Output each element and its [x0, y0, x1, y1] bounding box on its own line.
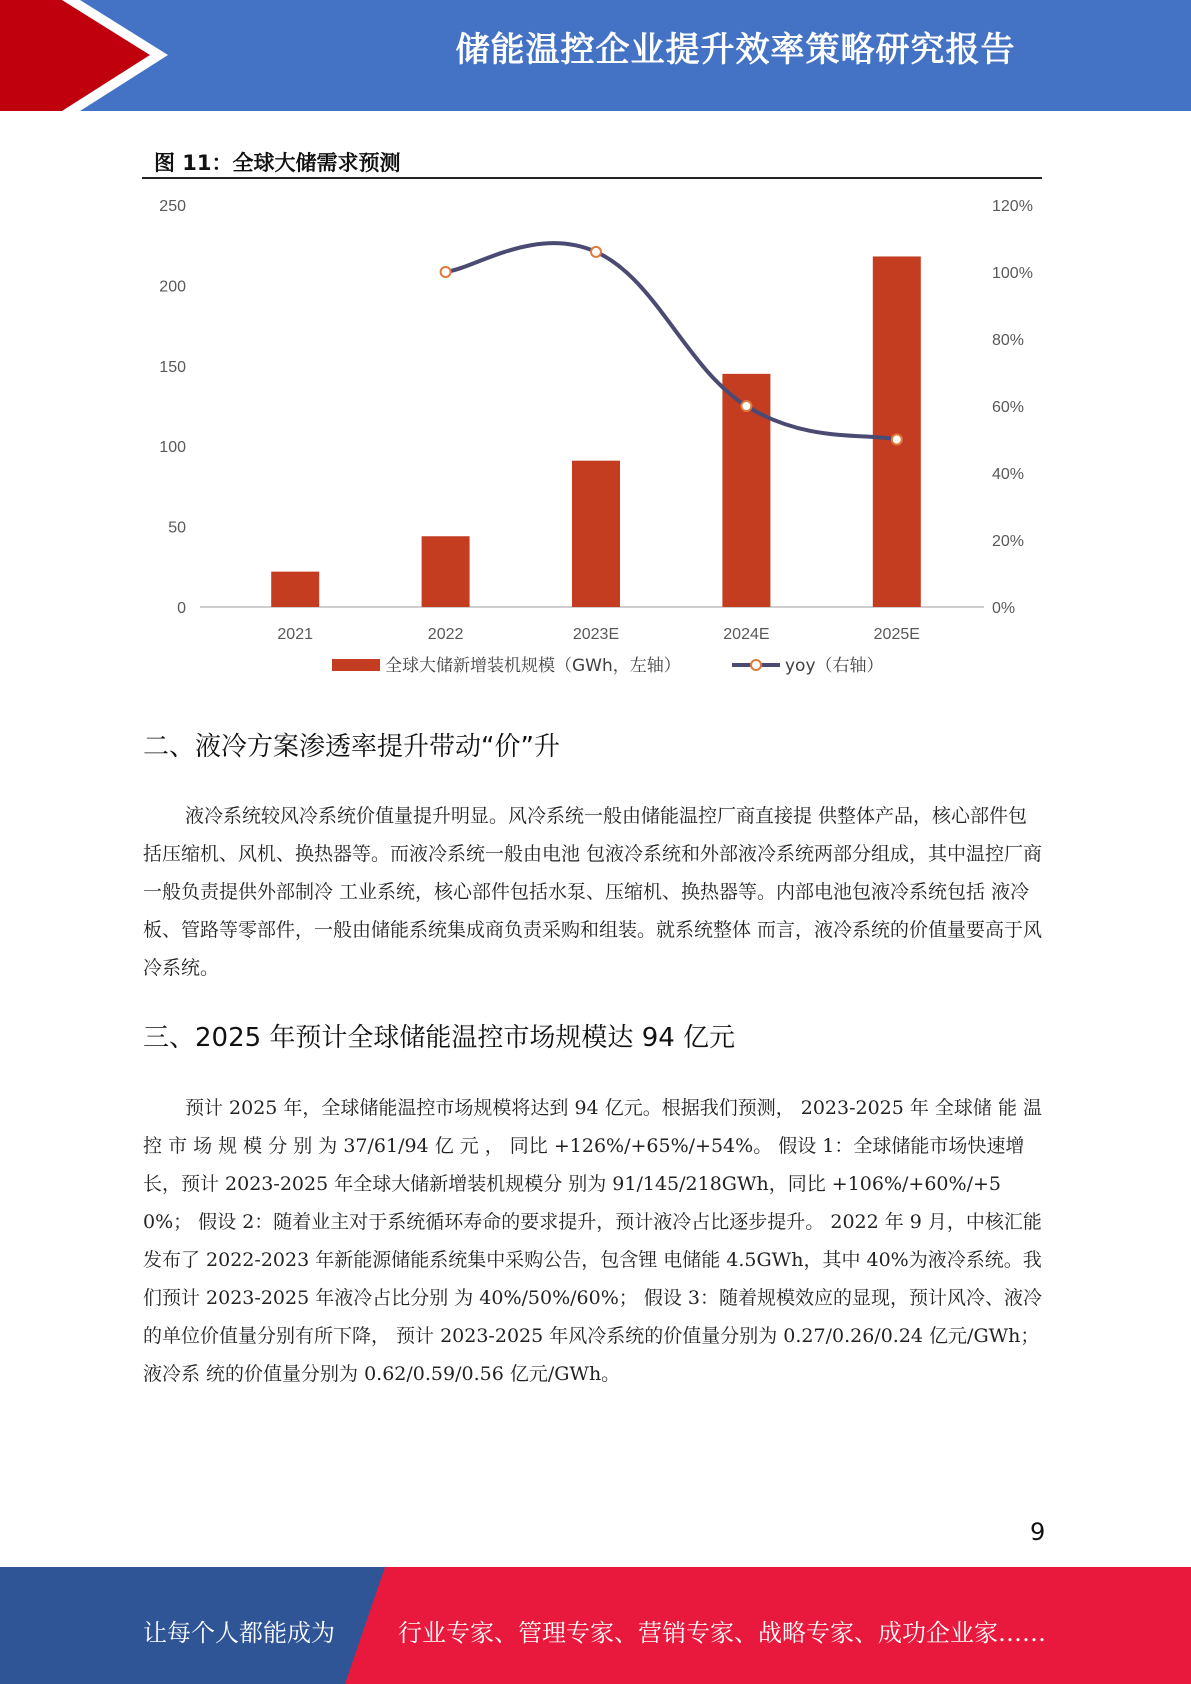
right-axis-tick-label: 40%	[992, 466, 1025, 483]
figure-caption: 图 11：全球大储需求预测	[154, 151, 401, 175]
section-heading-liquid-cooling: 二、液冷方案渗透率提升带动“价”升	[143, 732, 560, 762]
page-number: 9	[1030, 1518, 1046, 1546]
left-axis-tick-label: 0	[177, 600, 186, 617]
legend-swatch-bar	[332, 659, 380, 671]
left-axis-tick-label: 250	[159, 198, 186, 215]
footer-slogan-right: 行业专家、管理专家、营销专家、战略专家、成功企业家……	[398, 1619, 1046, 1647]
bar-2022	[422, 536, 470, 607]
section-paragraph-market-size: 预计 2025 年，全球储能温控市场规模将达到 94 亿元。根据我们预测， 2023-2025 年 全球储 能 温 控 市 场 规 模 分 别 为 37/61/94 亿 元 ， 同比 +126%/+65%/+54%。 假设 1：全球储能市场快速增长，预计 2023-2025 年全球大储新增装机规模分 别为 91/145/218GWh，同比 +106%/+60%/+50%； 假设 2：随着业主对于系统循环寿命的要求提升，预计液冷占比逐步提升。 2022 年 9 月，中核汇能发布了 2022-2023 年新能源储能系统集中采购公告，包含锂 电储能 4.5GWh，其中 40%为液冷系统。我们预计 2023-2025 年液冷占比分别 为 40%/50%/60%； 假设 3：随着规模效应的显现，预计风冷、液冷的单位价值量分别有所下降， 预计 2023-2025 年风冷系统的价值量分别为 0.27/0.26/0.24 亿元/GWh；液冷系 统的价值量分别为 0.62/0.59/0.56 亿元/GWh。	[143, 1097, 1043, 1385]
section-heading-market-size: 三、2025 年预计全球储能温控市场规模达 94 亿元	[143, 1023, 736, 1053]
yoy-point	[591, 247, 601, 257]
footer-slogan-left: 让每个人都能成为	[143, 1619, 335, 1647]
legend-label-bar: 全球大储新增装机规模（GWh，左轴）	[385, 656, 681, 676]
bar-2025E	[873, 256, 921, 607]
yoy-point	[892, 435, 902, 445]
x-axis-tick-label: 2022	[427, 626, 464, 643]
right-axis-tick-label: 60%	[992, 399, 1025, 416]
left-axis-tick-label: 150	[159, 358, 186, 376]
bar-2023E	[572, 461, 620, 607]
right-axis-tick-label: 0%	[992, 600, 1016, 617]
page-title: 储能温控企业提升效率策略研究报告	[455, 30, 1016, 70]
legend-swatch-marker	[751, 660, 761, 670]
section-paragraph-liquid-cooling: 液冷系统较风冷系统价值量提升明显。风冷系统一般由储能温控厂商直接提 供整体产品，核心部件包括压缩机、风机、换热器等。而液冷系统一般由电池 包液冷系统和外部液冷系统两部分组成，其中温控厂商一般负责提供外部制冷 工业系统，核心部件包括水泵、压缩机、换热器等。内部电池包液冷系统包括 液冷板、管路等零部件，一般由储能系统集成商负责采购和组装。就系统整体 而言，液冷系统的价值量要高于风冷系统。	[143, 805, 1043, 979]
right-axis-tick-label: 80%	[992, 332, 1025, 349]
yoy-line	[446, 243, 897, 439]
right-axis-tick-label: 120%	[992, 198, 1033, 215]
page-header	[0, 0, 1191, 111]
left-axis-tick-label: 50	[168, 519, 186, 537]
demand-forecast-chart	[142, 182, 1047, 682]
legend-label-line: yoy（右轴）	[785, 656, 884, 676]
left-axis-tick-label: 100	[159, 439, 186, 457]
x-axis-tick-label: 2025E	[873, 626, 920, 643]
right-axis-tick-label: 100%	[992, 265, 1033, 282]
yoy-point	[741, 401, 751, 411]
page-footer	[0, 1567, 1191, 1684]
x-axis-tick-label: 2021	[277, 626, 313, 643]
bar-2021	[271, 572, 319, 607]
yoy-point	[441, 267, 451, 277]
right-axis-tick-label: 20%	[992, 533, 1025, 550]
left-axis-tick-label: 200	[159, 278, 186, 296]
x-axis-tick-label: 2024E	[723, 626, 770, 643]
x-axis-tick-label: 2023E	[572, 626, 620, 643]
caption-divider	[142, 177, 1042, 179]
